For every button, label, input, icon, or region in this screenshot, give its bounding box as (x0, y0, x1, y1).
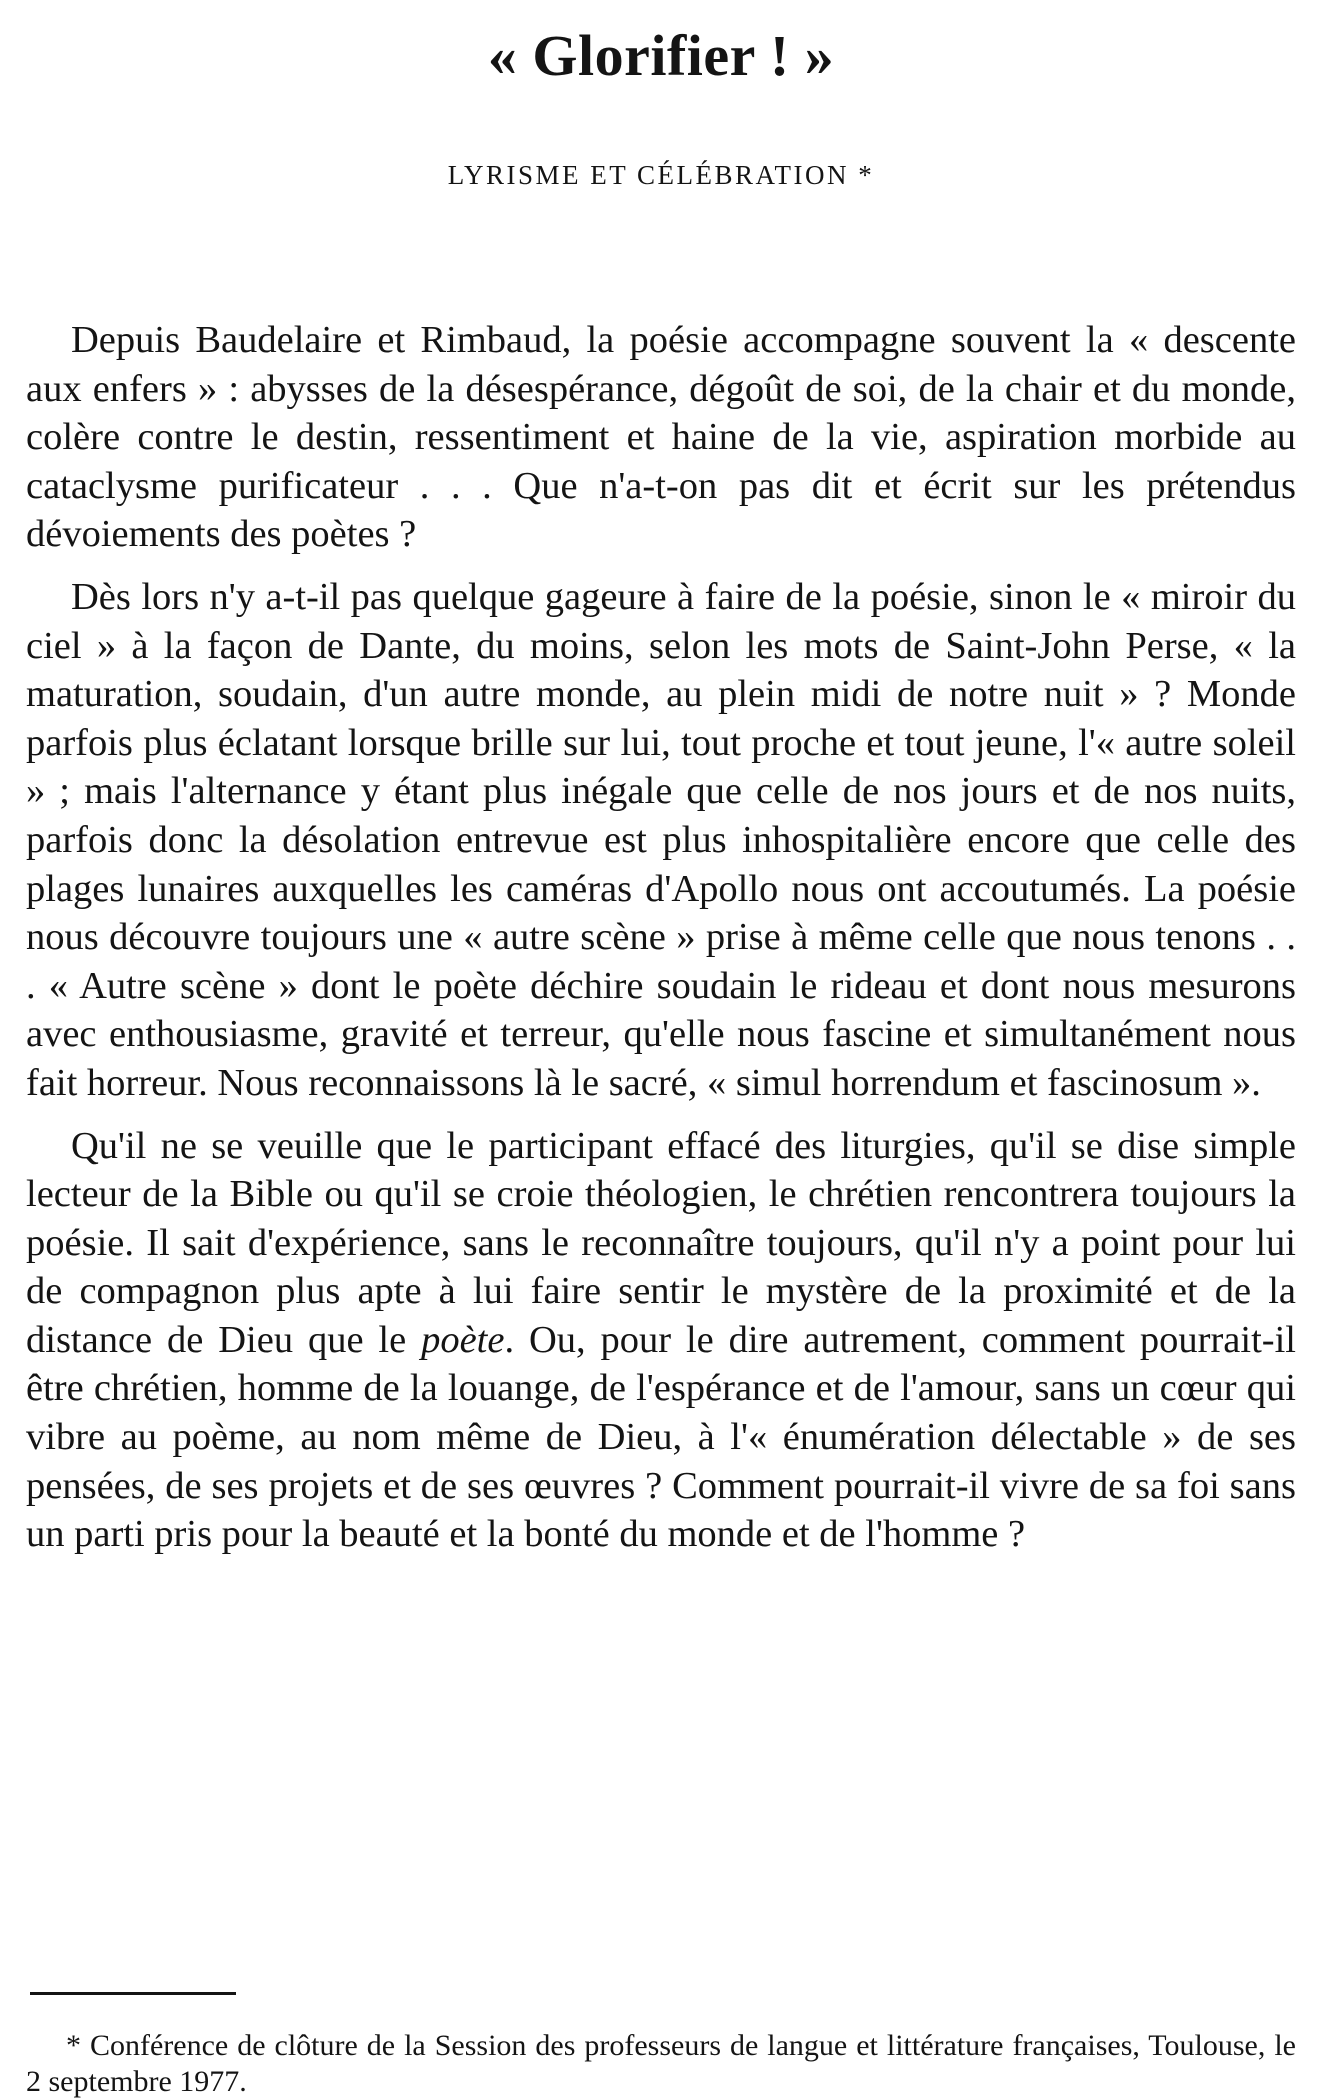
paragraph-2: Dès lors n'y a-t-il pas quelque gageure à faire de la poésie, sinon le « miroir du ciel » à la façon de Dante, du moins, selon les mots de Saint-John Perse, « la maturation, soudain, d'un autre monde, au plein midi de notre nuit » ? Monde parfois plus éclatant lorsque brille sur lui, tout proche et tout jeune, l'« autre soleil » ; mais l'alternance y étant plus inégale que celle de nos jours et de nos nuits, parfois donc la désolation entrevue est plus inhospitalière encore que celle des plages lunaires auxquelles les caméras d'Apollo nous ont accoutumés. La poésie nous découvre toujours une « autre scène » prise à même celle que nous tenons . . . « Autre scène » dont le poète déchire soudain le rideau et dont nous mesurons avec enthousiasme, gravité et terreur, qu'elle nous fascine et simultanément nous fait horreur. Nous reconnaissons là le sacré, « simul horrendum et fascinosum ». (26, 575, 1296, 1104)
body-text (26, 316, 1296, 1573)
paragraph-3-part-1: Qu'il ne se veuille que le participant effacé des liturgies, qu'il se dise simple lecteur de la Bible ou qu'il se croie théologien, le chrétien rencontrera toujours la poésie. Il sait d'expérience, sans le reconnaître toujours, qu'il n'y a point pour lui de compagnon plus apte à lui faire sentir le mystère de la proximité et de la distance de Dieu que le (26, 1124, 1296, 1361)
paragraph-1: Depuis Baudelaire et Rimbaud, la poésie accompagne souvent la « descente aux enfers » : abysses de la désespérance, dégoût de soi, de la chair et du monde, colère contre le destin, ressentiment et haine de la vie, aspiration morbide au cataclysme purificateur . . . Que n'a-t-on pas dit et écrit sur les prétendus dévoiements des poètes ? (26, 319, 1296, 556)
paragraph-3-part-2: . Ou, pour le dire autrement, comment pourrait-il être chrétien, homme de la louange, de l'espérance et de l'amour, sans un cœur qui vibre au poème, au nom même de Dieu, à l'« énumération délectable » de ses pensées, de ses projets et de ses œuvres ? Comment pourrait-il vivre de sa foi sans un parti pris pour la beauté et la bonté du monde et de l'homme ? (26, 1318, 1296, 1556)
footnote: * Conférence de clôture de la Session des professeurs de langue et littérature françaises, Toulouse, le 2 septembre 1977. (26, 2029, 1296, 2098)
emphasized-word: poète (421, 1318, 505, 1361)
footnote-separator (30, 1992, 236, 1995)
page-title: « Glorifier ! » (487, 23, 835, 88)
paragraph-3 (26, 1122, 1296, 1559)
page-subtitle: LYRISME ET CÉLÉBRATION * (447, 160, 875, 190)
